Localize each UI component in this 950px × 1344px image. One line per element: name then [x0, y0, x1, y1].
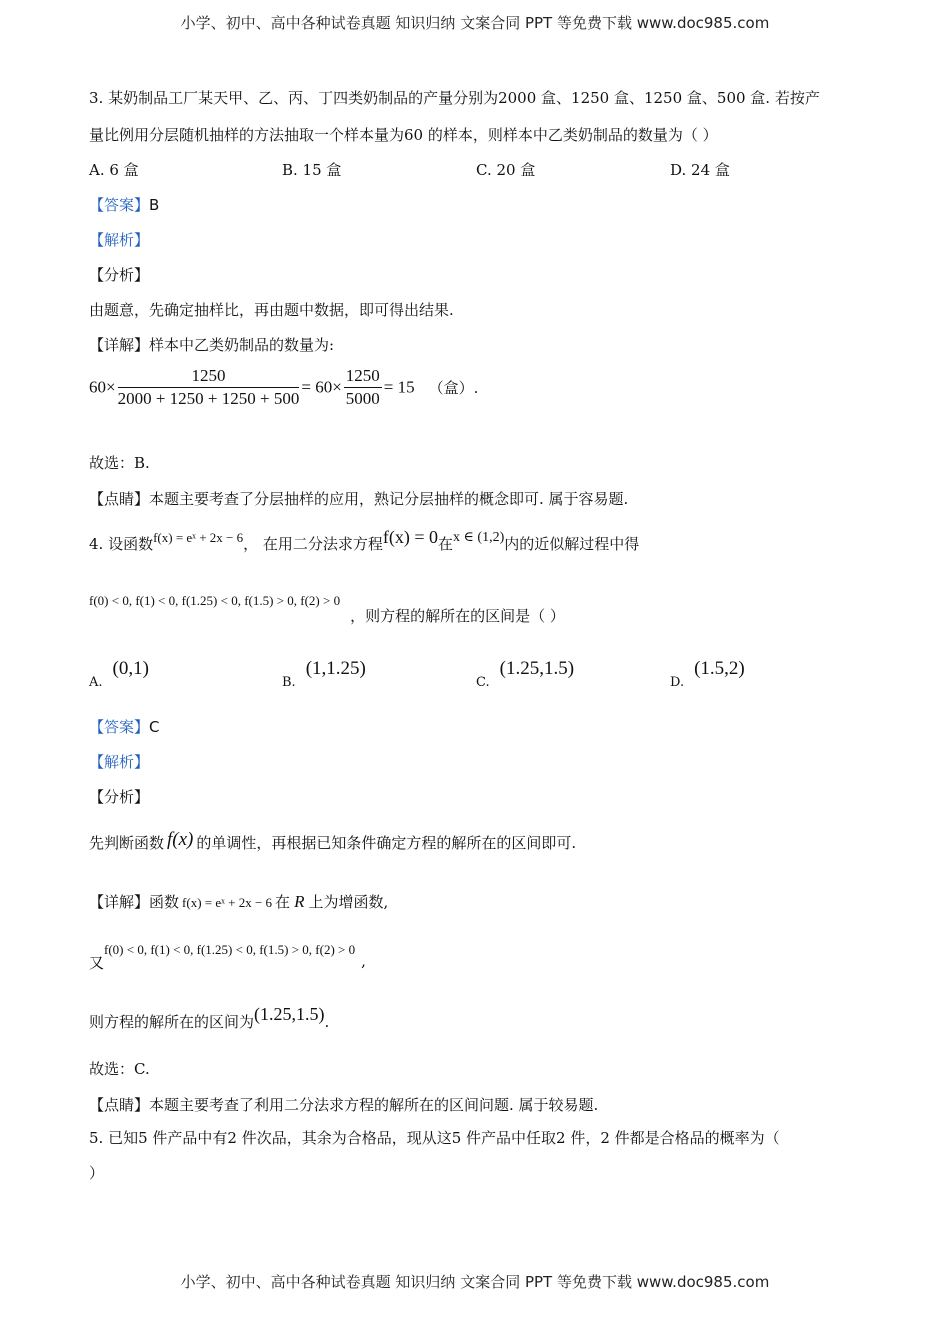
comment-tag: 【点睛】	[89, 490, 150, 508]
q4-interval: (1.25,1.5)	[254, 1004, 325, 1024]
q4-stem-post: 内的近似解过程中得	[504, 535, 640, 553]
fraction-2-denominator: 5000	[345, 389, 380, 408]
detail-tag: 【详解】	[89, 336, 150, 354]
formula-lead: 60×	[89, 377, 116, 397]
q3-fenxi-text: 由题意，先确定抽样比，再由题中数据，即可得出结果.	[89, 301, 454, 319]
q4-option-c-value: (1.25,1.5)	[499, 658, 575, 679]
q3-option-c: C. 20 盒	[476, 161, 536, 179]
q3-answer	[89, 194, 159, 216]
q4-fenxi-function: f(x)	[167, 829, 194, 850]
q4-function: f(x) = eˣ + 2x − 6	[153, 530, 244, 545]
q4-stem-mid: ， 在用二分法求方程	[243, 535, 383, 553]
q5-stem-line1: 5. 已知5 件产品中有2 件次品，其余为合格品，现从这5 件产品中任取2 件，2 件都是合格品的概率为（	[89, 1129, 780, 1147]
q4-choose: 故选：C.	[89, 1060, 150, 1078]
comment-text: 本题主要考查了分层抽样的应用，熟记分层抽样的概念即可. 属于容易题.	[149, 490, 629, 508]
q4-option-d-label: D.	[670, 675, 685, 690]
q4-interval-post: .	[324, 1013, 330, 1031]
q4-fenxi-post: 的单调性，再根据已知条件确定方程的解所在的区间即可.	[196, 834, 577, 852]
q3-choose: 故选：B.	[89, 454, 150, 472]
fraction-1-denominator: 2000 + 1250 + 1250 + 500	[117, 389, 300, 408]
page-header: 小学、初中、高中各种试卷真题 知识归纳 文案合同 PPT 等免费下载 www.doc985.com	[180, 14, 770, 32]
q4-option-b-label: B.	[282, 675, 296, 690]
page-footer: 小学、初中、高中各种试卷真题 知识归纳 文案合同 PPT 等免费下载 www.doc985.com	[180, 1273, 770, 1291]
q4-stem-in: 在	[438, 535, 454, 553]
q4-fenxi-pre: 先判断函数	[89, 834, 165, 852]
q4-stem	[89, 527, 640, 557]
formula-result: = 15	[383, 377, 415, 397]
answer-tag: 【答案】	[89, 196, 150, 214]
formula-mid: = 60×	[301, 377, 342, 397]
q4-option-a	[89, 658, 149, 690]
q4-detail-pre: 函数	[149, 893, 180, 911]
q3-option-d: D. 24 盒	[670, 161, 730, 179]
q4-option-a-label: A.	[89, 675, 103, 690]
q4-detail-line	[89, 891, 388, 914]
q4-stem-pre: 4. 设函数	[89, 535, 154, 553]
q4-again-values: f(0) < 0, f(1) < 0, f(1.25) < 0, f(1.5) > 0, f(2) > 0	[104, 942, 356, 957]
q4-detail-function: f(x) = eˣ + 2x − 6	[182, 895, 273, 910]
q4-again-post: ,	[361, 952, 366, 970]
detail-tag: 【详解】	[89, 893, 150, 911]
q4-again-pre: 又	[89, 954, 105, 972]
q3-analysis-tag: 【解析】	[89, 231, 150, 249]
answer-value: B	[149, 196, 160, 214]
q4-fenxi-tag: 【分析】	[89, 788, 150, 806]
q3-option-a: A. 6 盒	[89, 161, 139, 179]
q4-option-a-value: (0,1)	[112, 658, 149, 679]
q4-detail-r: R	[294, 892, 305, 911]
answer-value: C	[149, 718, 160, 736]
formula-fraction-1	[118, 366, 300, 409]
q4-option-d	[670, 658, 745, 690]
answer-tag: 【答案】	[89, 718, 150, 736]
q4-values-post: ，则方程的解所在的区间是（ ）	[350, 607, 565, 625]
detail-text: 样本中乙类奶制品的数量为:	[149, 336, 335, 354]
fraction-1-numerator: 1250	[118, 366, 300, 388]
q4-option-c-label: C.	[476, 675, 490, 690]
q3-formula	[89, 366, 478, 409]
q4-interval-pre: 则方程的解所在的区间为	[89, 1013, 255, 1031]
comment-text: 本题主要考查了利用二分法求方程的解所在的区间问题. 属于较易题.	[149, 1096, 599, 1114]
q4-option-c	[476, 658, 575, 690]
q4-values-line	[89, 593, 565, 625]
q4-option-b-value: (1,1.25)	[305, 658, 366, 679]
q4-interval-line	[89, 1004, 330, 1033]
q3-option-b: B. 15 盒	[282, 161, 342, 179]
q4-analysis-tag: 【解析】	[89, 753, 150, 771]
q4-comment	[89, 1094, 598, 1116]
formula-fraction-2	[344, 366, 382, 409]
q4-detail-post: 上为增函数,	[308, 893, 389, 911]
q4-detail-mid: 在	[275, 893, 291, 911]
comment-tag: 【点睛】	[89, 1096, 150, 1114]
q3-comment	[89, 488, 628, 510]
q4-fenxi-line	[89, 829, 577, 854]
q4-values: f(0) < 0, f(1) < 0, f(1.25) < 0, f(1.5) > 0, f(2) > 0	[89, 593, 341, 608]
q4-answer	[89, 716, 160, 738]
fraction-2-numerator: 1250	[344, 366, 382, 388]
q4-again-line	[89, 942, 366, 973]
q3-stem-line2: 量比例用分层随机抽样的方法抽取一个样本量为60 的样本，则样本中乙类奶制品的数量为（ ）	[89, 126, 718, 144]
q3-detail	[89, 334, 334, 356]
q5-stem-line2: ）	[89, 1164, 105, 1182]
q4-equation: f(x) = 0	[382, 527, 439, 547]
q3-fenxi-tag: 【分析】	[89, 266, 150, 284]
q4-domain: x ∈ (1,2)	[453, 530, 505, 545]
formula-unit: （盒）.	[428, 378, 479, 397]
q4-option-b	[282, 658, 366, 690]
q3-stem-line1: 3. 某奶制品工厂某天甲、乙、丙、丁四类奶制品的产量分别为2000 盒、1250 盒、1250 盒、500 盒. 若按产	[89, 89, 820, 107]
q4-option-d-value: (1.5,2)	[694, 658, 745, 679]
